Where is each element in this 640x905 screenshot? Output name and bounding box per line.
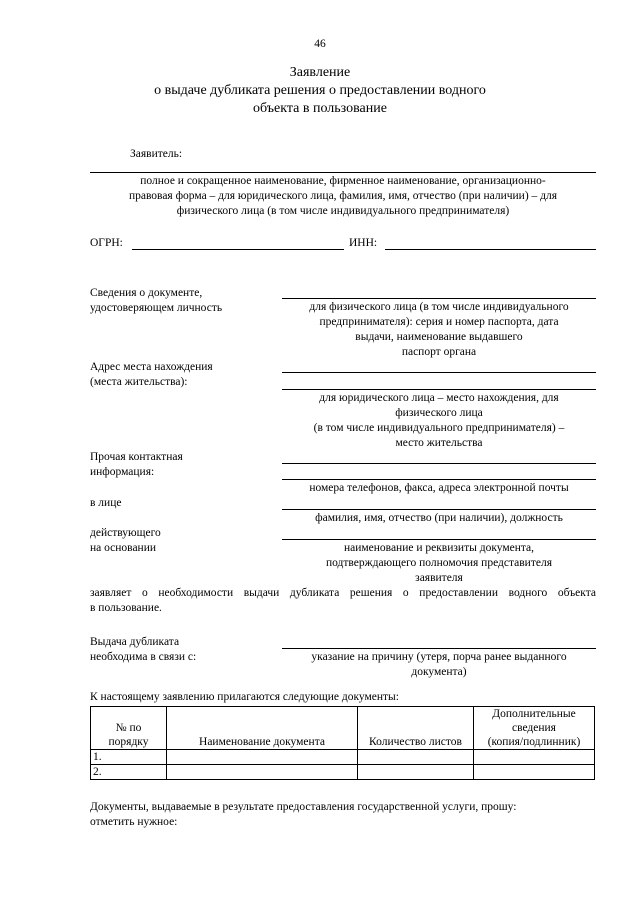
applicant-label: Заявитель: [130, 148, 183, 160]
row-name-cell[interactable] [167, 765, 358, 780]
row-extra-cell[interactable] [474, 765, 595, 780]
address-hint [282, 391, 596, 451]
address-field-1[interactable] [282, 372, 596, 373]
contact-field-1[interactable] [282, 463, 596, 464]
title-line-2: о выдаче дубликата решения о предоставлении водного [154, 83, 486, 98]
address-field-2[interactable] [282, 389, 596, 390]
page-number: 46 [314, 38, 326, 50]
applicant-hint-line-2: правовая форма – для юридического лица, фамилия, имя, отчество (при наличии) – для [128, 189, 558, 202]
basis-field[interactable] [282, 539, 596, 540]
person-field[interactable] [282, 509, 596, 510]
address-label-line-2: (места жительства): [90, 375, 188, 388]
table-row [91, 750, 595, 765]
reason-label-line-1: Выдача дубликата [90, 636, 180, 648]
basis-hint [282, 541, 596, 586]
reason-hint-line-1: указание на причину (утеря, порча ранее выданного [311, 651, 567, 663]
ogrn-field[interactable] [132, 249, 344, 250]
address-hint-line-2: физического лица [395, 406, 483, 419]
contact-field-2[interactable] [282, 479, 596, 480]
id-doc-hint-line-4: паспорт органа [401, 345, 477, 358]
reason-hint-line-2: документа) [411, 665, 467, 678]
header-extra-line-3: (копия/подлинник) [487, 736, 581, 748]
row-sheets-cell[interactable] [358, 750, 474, 765]
id-doc-hint-line-3: выдачи, наименование выдавшего [355, 330, 523, 343]
header-name: Наименование документа [167, 707, 358, 750]
id-doc-label [90, 286, 222, 316]
header-extra-line-1: Дополнительные [492, 708, 576, 720]
attachments-table [90, 706, 595, 780]
header-num-line-1: № по [115, 722, 142, 734]
person-hint: фамилия, имя, отчество (при наличии), должность [315, 512, 563, 524]
id-doc-label-line-1: Сведения о документе, [90, 287, 203, 299]
table-row [91, 765, 595, 780]
footer-line-1: Документы, выдаваемые в результате предоставления государственной услуги, прошу: [90, 801, 517, 813]
attachments-intro: К настоящему заявлению прилагаются следующие документы: [90, 691, 399, 703]
address-hint-line-3: (в том числе индивидуального предпринимателя) – [313, 421, 565, 434]
basis-hint-line-3: заявителя [415, 571, 463, 584]
statement-line-2: в пользование. [90, 601, 162, 614]
row-num: 1. [91, 750, 167, 765]
reason-label-line-2: необходима в связи с: [90, 650, 197, 663]
contact-label [90, 450, 183, 480]
address-hint-line-1: для юридического лица – место нахождения, для [319, 392, 559, 404]
statement-text [90, 586, 596, 616]
basis-hint-line-2: подтверждающего полномочия представителя [325, 556, 552, 569]
reason-field[interactable] [282, 648, 596, 649]
address-hint-line-4: место жительства [395, 436, 483, 449]
title-line-3: объекта в пользование [253, 101, 387, 116]
inn-label: ИНН: [349, 237, 378, 249]
header-extra-line-2: сведения [512, 722, 556, 734]
applicant-hint-line-1: полное и сокращенное наименование, фирменное наименование, организационно- [140, 175, 546, 187]
footer-text [90, 800, 596, 830]
header-num-line-2: порядку [108, 736, 149, 748]
row-num: 2. [91, 765, 167, 780]
basis-label-line-1: действующего [90, 527, 161, 539]
table-header-row [91, 707, 595, 750]
applicant-hint-line-3: физического лица (в том числе индивидуального предпринимателя) [176, 204, 510, 217]
header-num [91, 707, 167, 750]
id-doc-field[interactable] [282, 298, 596, 299]
statement-line-1: заявляет о необходимости выдачи дубликата решения о предоставлении водного объекта [90, 587, 596, 599]
inn-field[interactable] [385, 249, 596, 250]
header-sheets: Количество листов [358, 707, 474, 750]
id-doc-hint [282, 300, 596, 360]
person-label: в лице [90, 497, 122, 509]
address-label [90, 360, 213, 390]
contact-hint: номера телефонов, факса, адреса электронной почты [309, 482, 569, 494]
applicant-hint [90, 174, 596, 219]
contact-label-line-2: информация: [90, 465, 155, 478]
ogrn-label: ОГРН: [90, 237, 123, 249]
title-line-1: Заявление [289, 65, 351, 80]
header-extra [474, 707, 595, 750]
contact-label-line-1: Прочая контактная [90, 451, 183, 463]
row-sheets-cell[interactable] [358, 765, 474, 780]
basis-hint-line-1: наименование и реквизиты документа, [343, 542, 535, 554]
reason-hint [282, 650, 596, 680]
applicant-field[interactable] [90, 172, 596, 173]
reason-label [90, 635, 196, 665]
footer-line-2: отметить нужное: [90, 815, 178, 828]
page-title [0, 64, 640, 118]
basis-label-line-2: на основании [90, 541, 157, 554]
id-doc-hint-line-1: для физического лица (в том числе индивидуального [309, 301, 569, 313]
address-label-line-1: Адрес места нахождения [90, 361, 213, 373]
id-doc-hint-line-2: предпринимателя): серия и номер паспорта, дата [319, 315, 559, 328]
row-name-cell[interactable] [167, 750, 358, 765]
id-doc-label-line-2: удостоверяющем личность [90, 301, 223, 314]
basis-label [90, 526, 161, 556]
row-extra-cell[interactable] [474, 750, 595, 765]
